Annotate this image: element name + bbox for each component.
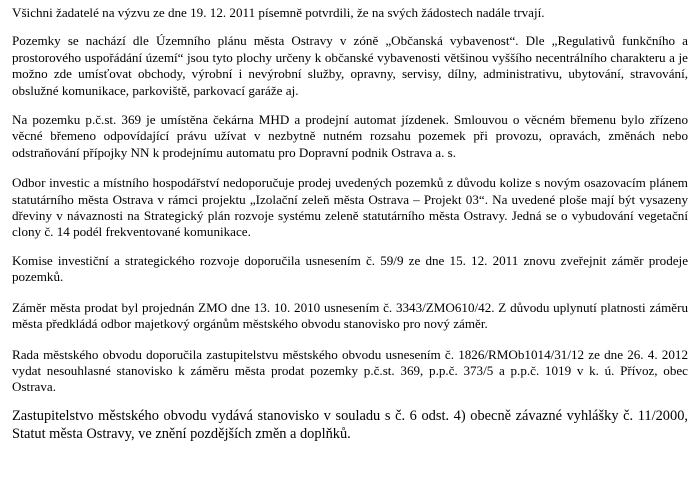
paragraph-assembly-statement: Zastupitelstvo městského obvodu vydává stanovisko v souladu s č. 6 odst. 4) obecně závazné vyhlášky č. 11/2000, Statut města Ostravy, ve znění pozdějších změn a doplňků. [12, 407, 688, 442]
paragraph-confirmation: Všichni žadatelé na výzvu ze dne 19. 12. 2011 písemně potvrdili, že na svých žádostech nadále trvají. [12, 5, 545, 20]
document-page [12, 5, 688, 443]
paragraph-city-intent: Záměr města prodat byl projednán ZMO dne 13. 10. 2010 usnesením č. 3343/ZMO610/42. Z důvodu uplynutí platnosti záměru města předkládá odbor majetkový orgánům městského obvodu stanovisko pro nový záměr. [12, 299, 688, 332]
paragraph-zoning: Pozemky se nachází dle Územního plánu města Ostravy v zóně „Občanská vybavenost“. Dle „Regulativů funkčního a prostorového uspořádání území“ jsou tyto plochy určeny k občanské vybavenosti většinou vyššího necentrálního charakteru a je možno zde umísťovat obchody, výrobní i nevýrobní služby, opravny, servisy, dílny, administrativu, ubytování, stravování, obslužné komunikace, parkoviště, parkovací garáže aj. [12, 33, 688, 98]
paragraph-commission: Komise investiční a strategického rozvoje doporučila usnesením č. 59/9 ze dne 15. 12. 2011 znovu zveřejnit záměr prodeje pozemků. [12, 252, 688, 285]
paragraph-investment-dept: Odbor investic a místního hospodářství nedoporučuje prodej uvedených pozemků z důvodu kolize s novým osazovacím plánem statutárního města Ostrava v rámci projektu „Izolační zeleň města Ostrava – Projekt 03“. Na uvedené ploše mají být vysazeny dřeviny v návaznosti na Strategický plán rozvoje systému zeleně statutárního města Ostravy. Jedná se o vybudování vegetační clony č. 14 podél frekventované komunikace. [12, 175, 688, 240]
paragraph-council-recommendation: Rada městského obvodu doporučila zastupitelstvu městského obvodu usnesením č. 1826/RMOb1014/31/12 ze dne 26. 4. 2012 vydat nesouhlasné stanovisko k záměru města prodat pozemky p.č.st. 369, p.p.č. 373/5 a p.p.č. 1019 v k. ú. Přívoz, obec Ostrava. [12, 346, 688, 395]
paragraph-easement: Na pozemku p.č.st. 369 je umístěna čekárna MHD a prodejní automat jízdenek. Smlouvou o věcném břemenu bylo zřízeno věcné břemeno odpovídající právu užívat v nezbytně nutném rozsahu pozemek při provozu, opravách, změnách nebo odstraňování přípojky NN k prodejnímu automatu pro Dopravní podnik Ostrava a. s. [12, 112, 688, 160]
